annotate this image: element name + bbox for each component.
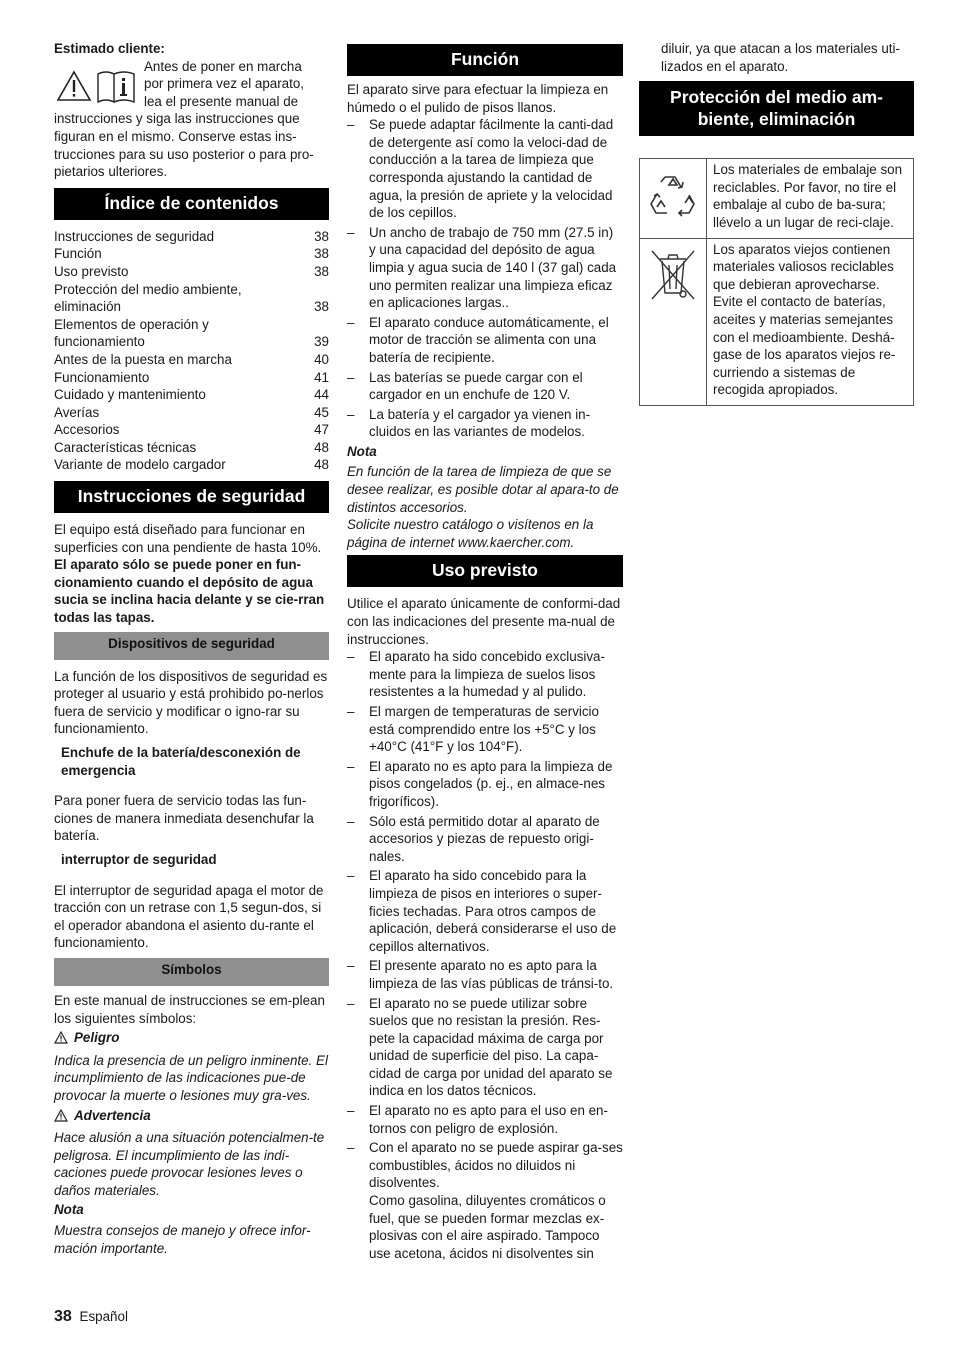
toc-page: 47 [314, 422, 329, 438]
list-item: – El aparato ha sido concebido para la limpieza de pisos en interiores o super-ficies techadas. Para otros campos de aplicación, deberá considerarse el uso de cepillos alternativos. [347, 867, 623, 955]
toc-item[interactable] [54, 316, 329, 351]
toc-label: Características técnicas [54, 439, 197, 455]
intro-block [54, 58, 329, 111]
function-list [347, 116, 623, 441]
toc-label: Función [54, 246, 102, 262]
toc-label: Cuidado y mantenimiento [54, 387, 206, 403]
column-right [639, 40, 914, 406]
table-cell-icon [640, 238, 707, 405]
toc-label: Averías [54, 404, 100, 420]
devices-heading: Dispositivos de seguridad [54, 632, 329, 660]
intro-icons [54, 58, 144, 110]
toc-item[interactable] [54, 245, 329, 263]
table-of-contents [54, 228, 329, 474]
warning-triangle-icon [54, 1109, 68, 1127]
warning-text: Hace alusión a una situación potencialmen-te peligrosa. El incumplimiento de las indi-caciones puede provocar lesiones leves o daños materiales. [54, 1130, 325, 1198]
toc-label: Accesorios [54, 422, 120, 438]
toc-item[interactable] [54, 263, 329, 281]
intro-line-3: lea el presente manual de [144, 93, 299, 109]
list-item: – La batería y el cargador ya vienen in-cluidos en las variantes de modelos. [347, 406, 623, 441]
toc-item[interactable] [54, 421, 329, 439]
toc-item[interactable] [54, 404, 329, 422]
toc-label: Elementos de operación y funcionamiento [54, 316, 209, 350]
intro-rest: instrucciones y siga las instrucciones que figuran en el mismo. Conserve estas ins-trucciones para su uso posterior o para pro-pietarios ulteriores. [54, 111, 314, 180]
column-middle [347, 40, 623, 1262]
toc-item[interactable] [54, 369, 329, 387]
toc-page: 38 [314, 228, 329, 244]
toc-page: 45 [314, 404, 329, 420]
greeting: Estimado cliente: [54, 41, 165, 56]
manual-info-icon [96, 68, 136, 109]
toc-page: 40 [314, 351, 329, 367]
intended-use-heading: Uso previsto [347, 555, 623, 587]
list-item: – Con el aparato no se puede aspirar ga-ses combustibles, ácidos no diluidos ni disolventes. [347, 1139, 623, 1192]
intended-use-list [347, 648, 623, 1192]
intended-use-paragraph: Utilice el aparato únicamente de conformi-dad con las indicaciones del presente ma-nual de instrucciones. [347, 596, 621, 647]
safety-paragraph: El equipo está diseñado para funcionar en superficies con una pendiente de hasta 10%. [54, 522, 322, 555]
page-footer [54, 1308, 128, 1326]
list-item: – El presente aparato no es apto para la limpieza de las vías públicas de tránsi-to. [347, 957, 623, 992]
devices-paragraph: La función de los dispositivos de seguridad es proteger al usuario y está prohibido po-nerlos fuera de servicio y modificar o igno-rar su funcionamiento. [54, 668, 328, 737]
switch-heading: interruptor de seguridad [61, 851, 217, 867]
toc-item[interactable] [54, 281, 329, 316]
list-item: – El margen de temperaturas de servicio está comprendido entre los +5°C y los +40°C (41°F y los 104°F). [347, 703, 623, 756]
note-heading: Nota [54, 1202, 84, 1218]
plug-heading: Enchufe de la batería/desconexión de emergencia [61, 745, 301, 778]
list-item: – Se puede adaptar fácilmente la canti-dad de detergente así como la veloci-dad de conducción a la tarea de limpieza que corresponda ajustando la cantidad de agua, la presión de apriete y la velocidad de los cepillos. [347, 116, 623, 222]
danger-label: Peligro [74, 1030, 120, 1046]
toc-page: 48 [314, 439, 329, 455]
crossed-bin-icon [648, 291, 698, 306]
toc-page: 41 [314, 369, 329, 385]
toc-page: 48 [314, 457, 329, 473]
symbols-paragraph: En este manual de instrucciones se em-plean los siguientes símbolos: [54, 992, 325, 1026]
list-item: – El aparato no es apto para el uso en en-tornos con peligro de explosión. [347, 1102, 623, 1137]
note-text: En función de la tarea de limpieza de que se desee realizar, es posible dotar al apara-to de distintos accesorios. [347, 464, 619, 515]
toc-label: Uso previsto [54, 263, 129, 279]
toc-item[interactable] [54, 386, 329, 404]
environment-table [639, 158, 914, 406]
toc-item[interactable] [54, 351, 329, 369]
recycle-icon [645, 211, 701, 226]
toc-label: Antes de la puesta en marcha [54, 351, 232, 367]
list-item: – El aparato ha sido concebido exclusiva-mente para la limpieza de suelos lisos resistentes a la humedad y al pulido. [347, 648, 623, 701]
intro-beside-icons [144, 58, 329, 111]
toc-page: 44 [314, 387, 329, 403]
symbols-heading: Símbolos [54, 958, 329, 986]
list-item: – El aparato no es apto para la limpieza de pisos congelados (p. ej., en almace-nes frigoríficos). [347, 758, 623, 811]
toc-label: Protección del medio ambiente, eliminación [54, 281, 242, 315]
toc-label: Variante de modelo cargador [54, 457, 226, 473]
toc-item[interactable] [54, 456, 329, 474]
warning-heading [54, 1107, 329, 1127]
toc-page: 38 [314, 299, 329, 315]
continued-text: diluir, ya que atacan a los materiales uti-lizados en el aparato. [661, 41, 900, 74]
toc-label: Funcionamiento [54, 369, 150, 385]
table-cell-icon [640, 159, 707, 238]
list-item: – Sólo está permitido dotar al aparato de accesorios y piezas de repuesto origi-nales. [347, 813, 623, 866]
list-item: – Las baterías se puede cargar con el cargador en un enchufe de 120 V. [347, 369, 623, 404]
note-heading: Nota [347, 443, 377, 459]
toc-page: 38 [314, 263, 329, 279]
toc-item[interactable] [54, 228, 329, 246]
toc-item[interactable] [54, 439, 329, 457]
danger-heading [54, 1029, 329, 1049]
table-row [640, 159, 914, 238]
environment-heading: Protección del medio am-biente, eliminación [639, 81, 914, 136]
table-cell-text: Los materiales de embalaje son reciclables. Por favor, no tire el embalaje al cubo de ba-sura; llévelo a un lugar de reci-claje. [707, 159, 914, 238]
table-row [640, 238, 914, 405]
toc-label: Instrucciones de seguridad [54, 228, 215, 244]
safety-heading: Instrucciones de seguridad [54, 481, 329, 513]
warning-label: Advertencia [74, 1107, 151, 1123]
list-item-continuation: Como gasolina, diluyentes cromáticos o fuel, que se pueden formar mezclas ex-plosivas con el aire aspirado. Tampoco use acetona, ácidos ni disolventes sin [369, 1193, 606, 1261]
toc-page: 39 [314, 334, 329, 350]
safety-bold-paragraph: El aparato sólo se puede poner en fun-cionamiento cuando el depósito de agua sucia se inclina hacia delante y se cie-rran todas las tapas. [54, 557, 325, 626]
switch-paragraph: El interruptor de seguridad apaga el motor de tracción con un retrase con 1,5 segun-dos, si el operador abandona el asiento du-rante el funcionamiento. [54, 882, 324, 951]
toc-heading: Índice de contenidos [54, 188, 329, 220]
plug-paragraph: Para poner fuera de servicio todas las fun-ciones de manera inmediata desenchufar la batería. [54, 793, 314, 844]
language-label: Español [79, 1309, 128, 1324]
danger-text: Indica la presencia de un peligro inminente. El incumplimiento de las indicaciones pue-de provocar la muerte o lesiones muy gra-ves. [54, 1052, 328, 1103]
function-heading: Función [347, 44, 623, 76]
intro-line-2: por primera vez el aparato, [144, 76, 305, 92]
list-item: – El aparato conduce automáticamente, el motor de tracción se alimenta con una batería de recipiente. [347, 314, 623, 367]
note-text: Muestra consejos de manejo y ofrece infor-mación importante. [54, 1223, 311, 1256]
page-number: 38 [54, 1308, 72, 1325]
warning-triangle-icon [56, 70, 92, 107]
list-item: – Un ancho de trabajo de 750 mm (27.5 in) y una capacidad del depósito de agua limpia y agua sucia de 140 l (37 gal) cada uno permiten realizar una limpieza eficaz en aplicaciones largas.. [347, 224, 623, 312]
function-paragraph: El aparato sirve para efectuar la limpieza en húmedo o el pulido de pisos llanos. [347, 82, 609, 115]
toc-page: 38 [314, 246, 329, 262]
note-text-website: Solicite nuestro catálogo o visítenos en la página de internet www.kaercher.com. [347, 517, 594, 550]
intro-line-1: Antes de poner en marcha [144, 58, 302, 74]
table-cell-text: Los aparatos viejos contienen materiales valiosos reciclables que debieran aprovecharse. Evite el contacto de baterías, aceites y materias semejantes con el medioambiente. Deshá-gase de los aparatos viejos re-curriendo a sistemas de recogida apropiados. [707, 238, 914, 405]
warning-triangle-icon [54, 1031, 68, 1049]
column-left [54, 40, 329, 1257]
list-item: – El aparato no se puede utilizar sobre suelos que no resistan la presión. Res-pete la capacidad máxima de carga por unidad de superficie del piso. La capa-cidad de carga por unidad del aparato se indica en los datos técnicos. [347, 995, 623, 1101]
